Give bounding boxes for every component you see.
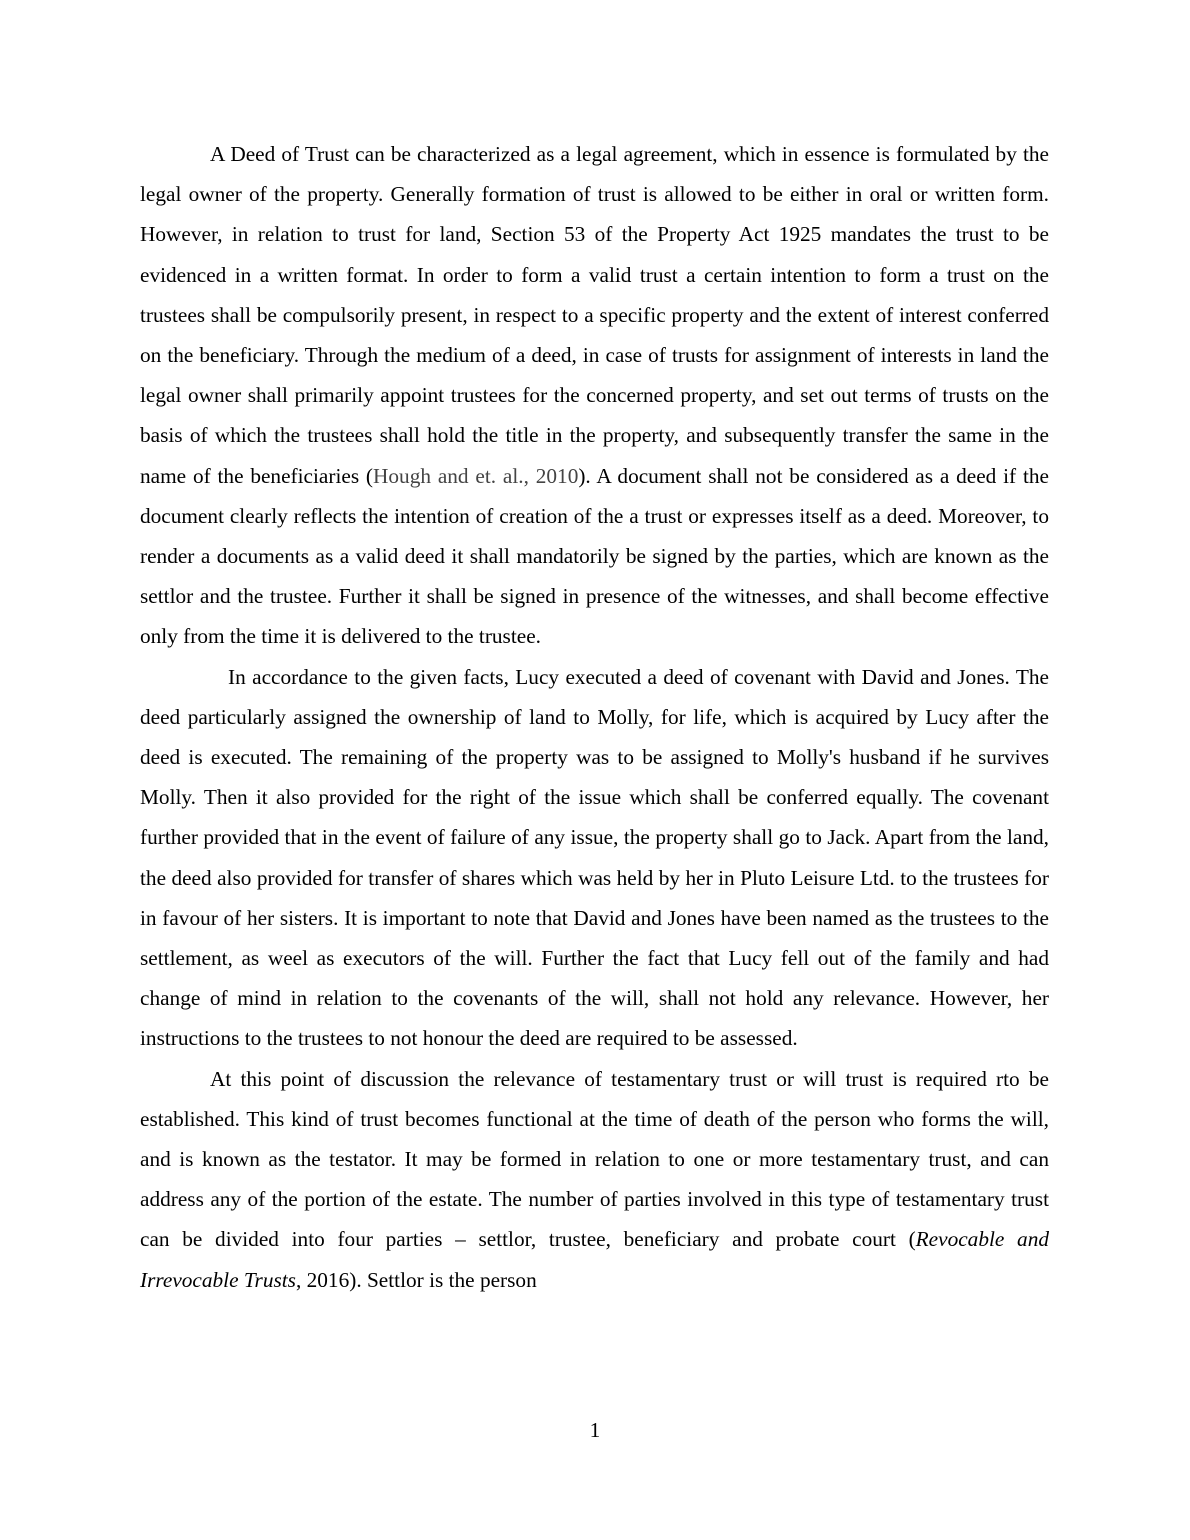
text-segment: A Deed of Trust can be characterized as a legal agreement, which in essence is formulated by the legal owner of the property. Generally formation of trust is allowed to be either in oral or written form. However, in relation to trust for land, Section 53 of the Property Act 1925 mandates the trust to be evidenced in a written format. In order to form a valid trust a certain intention to form a trust on the trustees shall be compulsorily present, in respect to a specific property and the extent of interest conferred on the beneficiary. Through the medium of a deed, in case of trusts for assignment of interests in land the legal owner shall primarily appoint trustees for the concerned property, and set out terms of trusts on the basis of which the trustees shall hold the title in the property, and subsequently transfer the same in the name of the beneficiaries ( bbox=[140, 142, 1049, 488]
paragraph-testamentary-trust bbox=[140, 1059, 1049, 1300]
text-segment: In accordance to the given facts, Lucy executed a deed of covenant with David and Jones. The deed particularly assigned the ownership of land to Molly, for life, which is acquired by Lucy after the deed is executed. The remaining of the property was to be assigned to Molly's husband if he survives Molly. Then it also provided for the right of the issue which shall be conferred equally. The covenant further provided that in the event of failure of any issue, the property shall go to Jack. Apart from the land, the deed also provided for transfer of shares which was held by her in Pluto Leisure Ltd. to the trustees for in favour of her sisters. It is important to note that David and Jones have been named as the trustees to the settlement, as weel as executors of the will. Further the fact that Lucy fell out of the family and had change of mind in relation to the covenants of the will, shall not hold any relevance. However, her instructions to the trustees to not honour the deed are required to be assessed. bbox=[140, 664, 1049, 1051]
paragraph-deed-of-trust bbox=[140, 134, 1049, 657]
citation-revocable-trusts: Revocable and Irrevocable Trusts bbox=[140, 1227, 1049, 1292]
paragraph-given-facts bbox=[140, 657, 1049, 1059]
text-segment: , 2016). Settlor is the person bbox=[295, 1267, 537, 1292]
text-segment: ). A document shall not be considered as a deed if the document clearly reflects the intention of creation of the a trust or expresses itself as a deed. Moreover, to render a documents as a valid deed it shall mandatorily be signed by the parties, which are known as the settlor and the trustee. Further it shall be signed in presence of the witnesses, and shall become effective only from the time it is delivered to the trustee. bbox=[140, 463, 1049, 649]
text-segment: At this point of discussion the relevance of testamentary trust or will trust is required rto be established. This kind of trust becomes functional at the time of death of the person who forms the will, and is known as the testator. It may be formed in relation to one or more testamentary trust, and can address any of the portion of the estate. The number of parties involved in this type of testamentary trust can be divided into four parties – settlor, trustee, beneficiary and probate court ( bbox=[140, 1066, 1049, 1252]
body-text bbox=[140, 134, 1049, 1300]
citation-hough: Hough and et. al., 2010 bbox=[373, 463, 579, 488]
page-number: 1 bbox=[589, 1418, 601, 1442]
